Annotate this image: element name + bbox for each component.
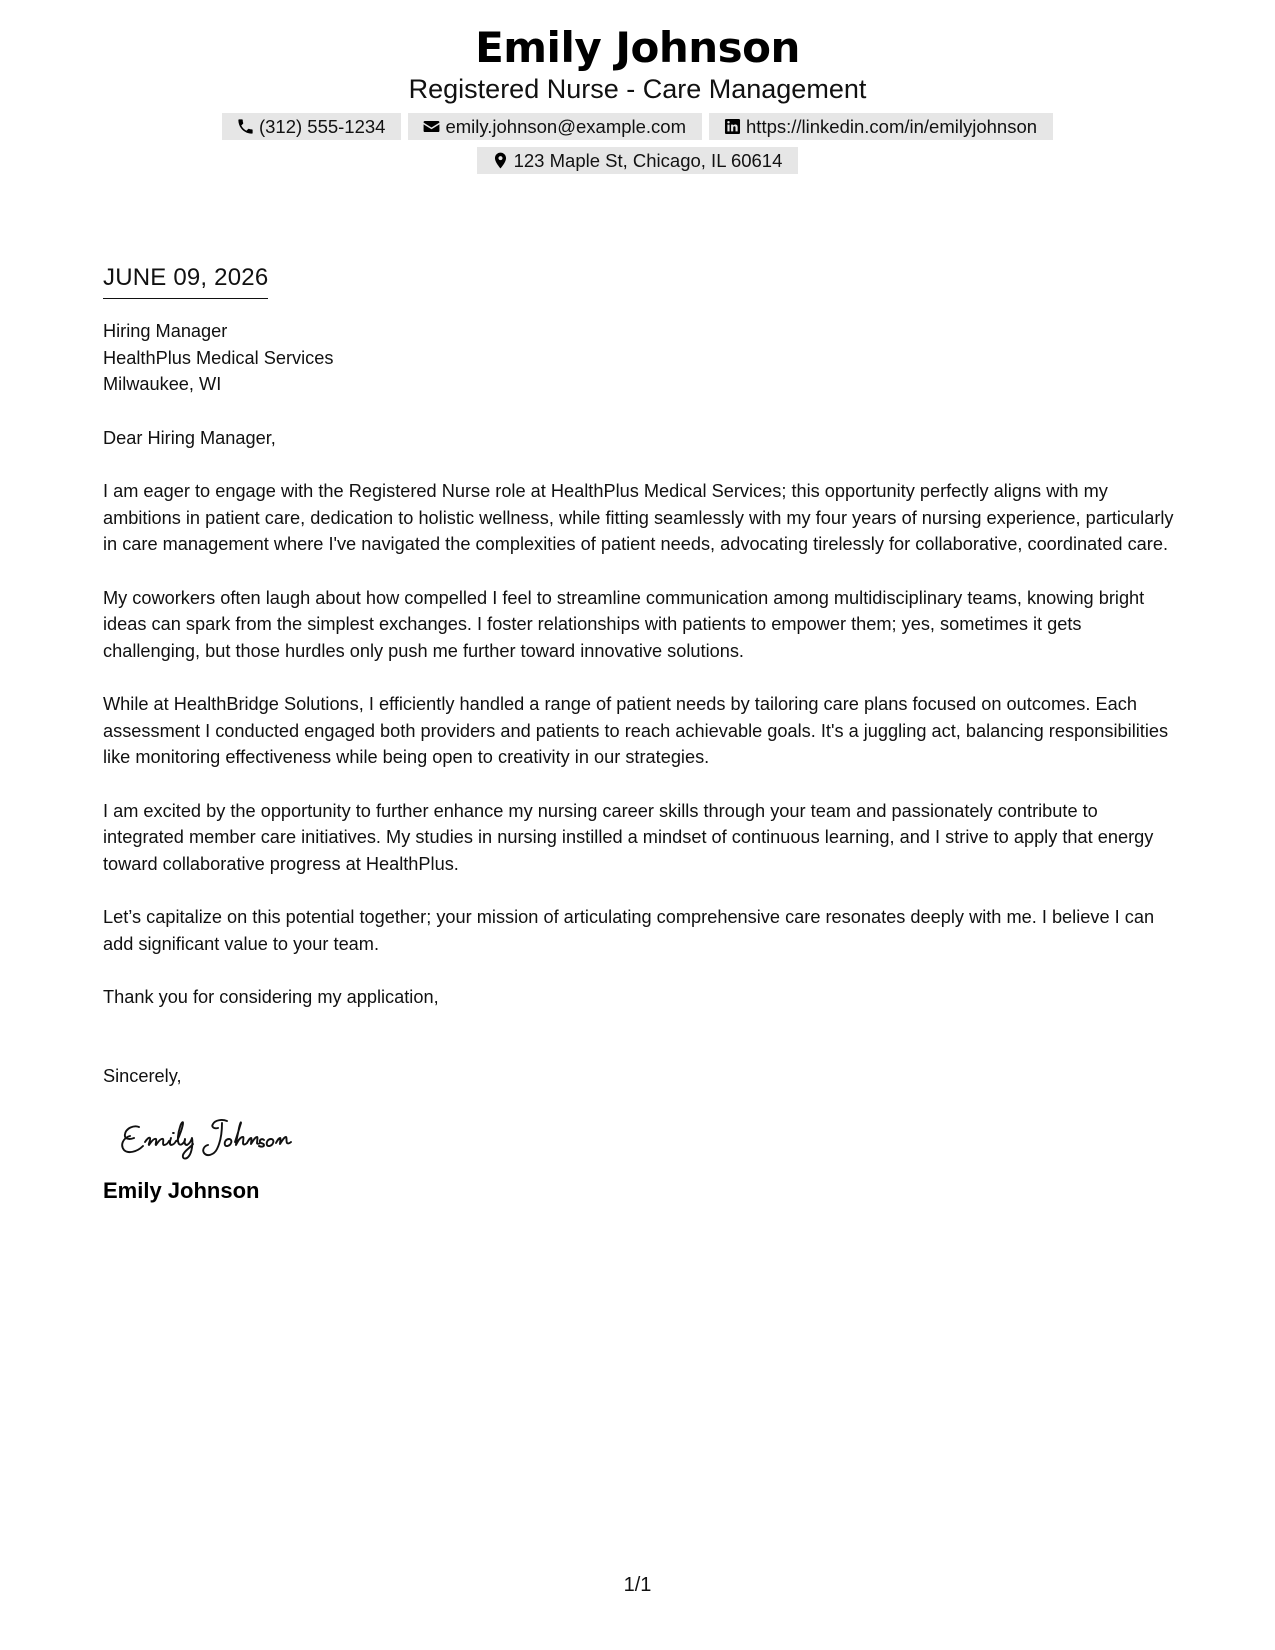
applicant-name: Emily Johnson: [475, 23, 800, 72]
envelope-icon: [422, 117, 441, 136]
contact-row-secondary: [0, 147, 1275, 174]
phone-text: (312) 555-1234: [258, 116, 386, 137]
applicant-title: Registered Nurse - Care Management: [408, 74, 867, 104]
contact-linkedin[interactable]: [709, 113, 1053, 140]
recipient-line-3: Milwaukee, WI: [103, 374, 222, 394]
signer-name: Emily Johnson: [103, 1178, 260, 1203]
recipient-line-2: HealthPlus Medical Services: [103, 347, 334, 368]
linkedin-icon: [723, 117, 742, 136]
letter-date: JUNE 09, 2026: [103, 262, 268, 299]
contact-address: [477, 147, 799, 174]
contact-row-primary: [0, 113, 1275, 140]
map-pin-icon: [491, 151, 510, 170]
handwritten-signature: [119, 1109, 359, 1169]
paragraph: Let’s capitalize on this potential together; your mission of articulating comprehensive care resonates deeply with me. I believe I can add significant value to your team.: [103, 907, 1155, 954]
salutation: Dear Hiring Manager,: [103, 427, 276, 448]
email-text: emily.johnson@example.com: [445, 116, 687, 137]
paragraph: While at HealthBridge Solutions, I efficiently handled a range of patient needs by tailoring care plans focused on outcomes. Each assessment I conducted engaged both providers and patients to reach achievable goals. It's a juggling act, balancing responsibilities like monitoring effectiveness while being open to creativity in our strategies.: [103, 694, 1169, 767]
contact-phone: [222, 113, 402, 140]
letter-body: [103, 262, 1178, 1205]
signoff: Sincerely,: [103, 1065, 182, 1086]
closing-line: Thank you for considering my application,: [103, 987, 439, 1007]
recipient-block: [103, 318, 1178, 398]
phone-icon: [236, 117, 255, 136]
paragraph: My coworkers often laugh about how compelled I feel to streamline communication among multidisciplinary teams, knowing bright ideas can spark from the simplest exchanges. I foster relationships with patients to empower them; yes, sometimes it gets challenging, but those hurdles only push me further toward innovative solutions.: [103, 587, 1145, 661]
contact-email[interactable]: [408, 113, 702, 140]
letter-header: [0, 22, 1275, 174]
linkedin-text: https://linkedin.com/in/emilyjohnson: [746, 116, 1038, 137]
paragraph: I am excited by the opportunity to further enhance my nursing career skills through your team and passionately contribute to integrated member care initiatives. My studies in nursing instilled a mindset of continuous learning, and I strive to apply that energy toward collaborative progress at HealthPlus.: [103, 800, 1154, 874]
recipient-line-1: Hiring Manager: [103, 321, 228, 341]
paragraph: I am eager to engage with the Registered Nurse role at HealthPlus Medical Services; this opportunity perfectly aligns with my ambitions in patient care, dedication to holistic wellness, while fitting seamlessly with my four years of nursing experience, particularly in care management where I've navigated the complexities of patient needs, advocating tirelessly for collaborative, coordinated care.: [103, 481, 1174, 554]
page-number: 1/1: [623, 1574, 652, 1596]
address-text: 123 Maple St, Chicago, IL 60614: [513, 150, 783, 171]
